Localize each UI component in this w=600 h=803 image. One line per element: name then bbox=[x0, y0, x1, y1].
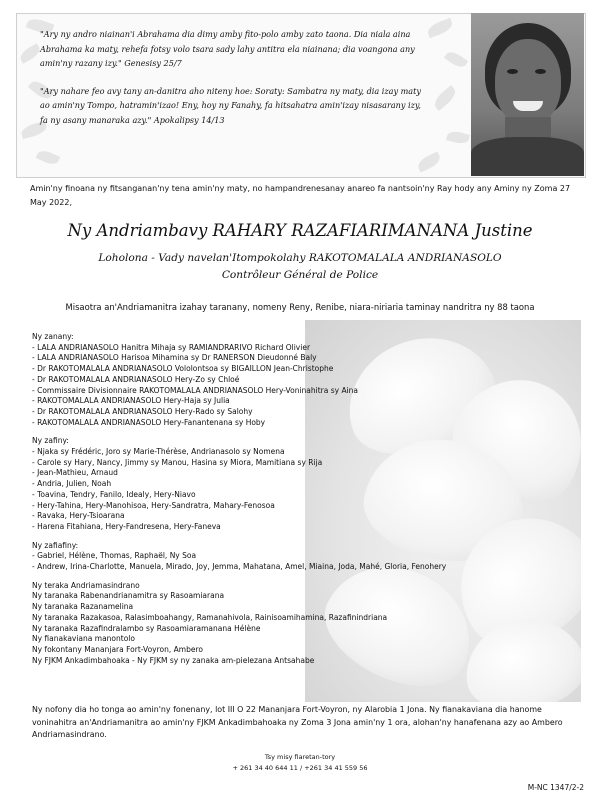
list-item: - Carole sy Hary, Nancy, Jimmy sy Manou, Hasina sy Miora, Mamitiana sy Rija bbox=[32, 457, 323, 467]
leaf-decoration bbox=[426, 18, 455, 38]
quote-genesis: "Ary ny andro niainan'i Abrahama dia dimy amby fito-polo amby zato taona. Dia niala aina Abrahama ka maty, rehefa fotsy volo tsara sady lahy antitra ela niainana; dia voangona any amin'ny razany izy." Genesisy 25/7 bbox=[40, 29, 415, 69]
list-item: Ny taranaka Razafindralambo sy Rasoamiaramanana Hélène bbox=[32, 623, 261, 633]
grandchildren-heading: Ny zafiny: bbox=[32, 436, 69, 446]
portrait-photo bbox=[471, 13, 584, 176]
list-item: - Harena Fitahiana, Hery-Fandresena, Hery-Faneva bbox=[32, 521, 221, 531]
contact-phones: + 261 34 40 644 11 / +261 34 41 559 56 bbox=[232, 764, 368, 772]
list-item: - LALA ANDRIANASOLO Hanitra Mihaja sy RAMIANDRARIVO Richard Olivier bbox=[32, 342, 311, 352]
leaf-decoration bbox=[36, 148, 61, 167]
children-list bbox=[32, 343, 502, 429]
contact-block bbox=[0, 752, 600, 774]
leaf-decoration bbox=[431, 85, 459, 111]
thanks-line: Misaotra an'Andriamanitra izahay taranany, nomeny Reny, Renibe, niara-niriaria taminay nandritra ny 88 taona bbox=[65, 302, 535, 312]
list-item: - Njaka sy Frédéric, Joro sy Marie-Thérèse, Andrianasolo sy Nomena bbox=[32, 447, 285, 457]
spouse-line: Loholona - Vady navelan'Itompokolahy RAKOTOMALALA ANDRIANASOLO bbox=[98, 252, 502, 264]
leaf-decoration bbox=[444, 49, 468, 71]
announcement-intro: Amin'ny finoana ny fitsanganan'ny tena amin'ny maty, no hampandrenesanay anareo fa nantsoin'ny Ray hody any Aminy ny Zoma 27 May 2022, bbox=[30, 184, 571, 207]
list-item: - Dr RAKOTOMALALA ANDRIANASOLO Vololontsoa sy BIGAILLON Jean-Christophe bbox=[32, 364, 334, 374]
list-item: Ny taranaka Razakasoa, Ralasimboahangy, Ramanahivola, Rainisoamihamina, Razafinindriana bbox=[32, 612, 388, 622]
list-item: Ny fianakaviana manontolo bbox=[32, 634, 135, 644]
list-item: Ny fokontany Mananjara Fort-Voyron, Ambero bbox=[32, 644, 203, 654]
family-lines-list bbox=[32, 581, 502, 667]
great-grandchildren-list bbox=[32, 551, 502, 572]
list-item: - Commissaire Divisionnaire RAKOTOMALALA ANDRIANASOLO Hery-Voninahitra sy Aina bbox=[32, 385, 359, 395]
great-grandchildren-heading: Ny zafiafiny: bbox=[32, 540, 79, 550]
grandchildren-list bbox=[32, 447, 502, 533]
list-item: Ny teraka Andriamasindrano bbox=[32, 580, 140, 590]
leaf-decoration bbox=[416, 151, 443, 172]
list-item: - RAKOTOMALALA ANDRIANASOLO Hery-Fanantenana sy Hoby bbox=[32, 417, 266, 427]
position-line: Contrôleur Général de Police bbox=[221, 269, 379, 281]
quote-apocalypse: "Ary nahare feo avy tany an-danitra aho niteny hoe: Soraty: Sambatra ny maty, dia izay maty ao amin'ny Tompo, hatramin'izao! Eny, hoy ny Fanahy, fa hitsahatra amin'izay nisasarany izy, fa ny asany manaraka azy." Apokalipsy 14/13 bbox=[40, 85, 421, 125]
funeral-details: Ny nofony dia ho tonga ao amin'ny fonenany, lot III O 22 Mananjara Fort-Voyron, ny Alarobia 1 Jona. Ny fianakaviana dia hanome voninahitra an'Andriamanitra ao amin'ny FJKM Ankadimbahoaka ny Zoma 3 Jona amin'ny 1 ora, alohan'ny hanafenana azy ao Ambero Andriamasindrano. bbox=[32, 705, 563, 739]
list-item: Ny taranaka Rabenandrianamitra sy Rasoamiarana bbox=[32, 591, 225, 601]
list-item: - Hery-Tahina, Hery-Manohisoa, Hery-Sandratra, Mahary-Fenosoa bbox=[32, 500, 275, 510]
list-item: - Dr RAKOTOMALALA ANDRIANASOLO Hery-Zo sy Chloé bbox=[32, 374, 240, 384]
reference-code: M-NC 1347/2-2 bbox=[527, 783, 584, 792]
list-item: Ny taranaka Razanamelina bbox=[32, 602, 134, 612]
list-item: - Toavina, Tendry, Fanilo, Idealy, Hery-Niavo bbox=[32, 489, 196, 499]
list-item: - Gabriel, Hélène, Thomas, Raphaël, Ny Soa bbox=[32, 551, 197, 561]
family-lists bbox=[32, 332, 502, 666]
children-heading: Ny zanany: bbox=[32, 332, 74, 341]
list-item: - Dr RAKOTOMALALA ANDRIANASOLO Hery-Rado sy Salohy bbox=[32, 406, 253, 416]
leaf-decoration bbox=[446, 129, 470, 145]
contact-label: Tsy misy fiaretan-tory bbox=[264, 753, 336, 761]
list-item: - Jean-Mathieu, Arnaud bbox=[32, 468, 118, 478]
scripture-quotes bbox=[40, 27, 430, 141]
deceased-titles bbox=[0, 250, 600, 284]
deceased-name: Ny Andriambavy RAHARY RAZAFIARIMANANA Justine bbox=[67, 221, 533, 240]
list-item: - Andrew, Irina-Charlotte, Manuela, Mirado, Joy, Jemma, Mahatana, Amel, Miaina, Joda, Mahé, Gloria, Fenohery bbox=[32, 562, 447, 572]
list-item: - Ravaka, Hery-Tsioarana bbox=[32, 511, 125, 521]
list-item: Ny FJKM Ankadimbahoaka - Ny FJKM sy ny zanaka am-pielezana Antsahabe bbox=[32, 655, 315, 665]
list-item: - Andria, Julien, Noah bbox=[32, 479, 112, 489]
list-item: - RAKOTOMALALA ANDRIANASOLO Hery-Haja sy Julia bbox=[32, 396, 230, 406]
leaf-decoration bbox=[18, 43, 43, 64]
list-item: - LALA ANDRIANASOLO Harisoa Mihamina sy Dr RANERSON Dieudonné Baly bbox=[32, 353, 317, 363]
